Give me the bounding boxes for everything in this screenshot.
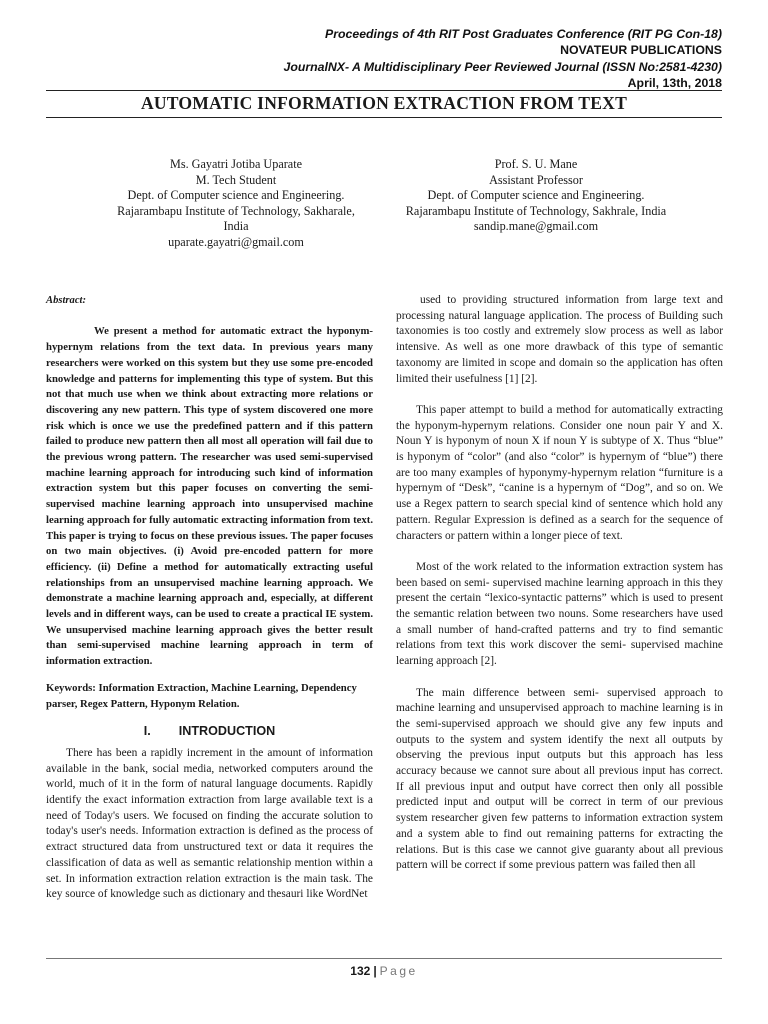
conference-header [284, 26, 723, 92]
body-paragraph: The main difference between semi- supervised approach to machine learning and unsupervised approach to machine learning is in the semi-supervised approach we should give any few inputs and outputs to the system and system identify the next all outputs by observing the previous input outputs but this approach has less accuracy because we cannot sure about all previous input has correct. If all previous input and output have correct then only all possible predicted input and output will be correct in term of our previous system researcher given few patterns to information extraction system and a system able to find out remaining patterns for extracting the relations. But is this case we cannot give guaranty about all previous pattern will be correct if some previous pattern was failed then all [396, 686, 723, 872]
abstract-text: We present a method for automatic extract the hyponym-hypernym relations from the text data. In previous years many researchers were worked on this system but they use some pre-encoded knowledge and patterns for implementing this type of system. But this not that much use when we think about extracting more relations or discovering any new pattern. This type of system discovered one more risk which is once we use the predefined pattern and if this pattern failed to produce new pattern then all most all operation will fail due to the previous wrong pattern. The researcher was used semi-supervised machine learning approach for introducing such kind of information extraction system but this paper focuses on converting the semi-supervised machine learning approach into unsupervised machine learning approach for fully automatic extracting information from text. This paper is trying to focus on these previous issues. The paper focuses on two main objectives. (i) Avoid pre-encoded pattern for more efficiency. (ii) Define a method for automatically extracting useful relationships from an unsupervised machine learning approach. We demonstrate a machine learning approach and, especially, at different levels and in different ways, can be used to create a practical IE system. We unsupervised machine learning approach gives the better result than semi-supervised machine learning approach in term of information extraction. [46, 325, 373, 668]
author-block-1 [86, 157, 386, 251]
author-email: sandip.mane@gmail.com [473, 219, 599, 234]
title-top-rule [46, 90, 722, 91]
section-heading [46, 724, 373, 740]
header-journal: JournalNX- A Multidisciplinary Peer Reviewed Journal (ISSN No:2581-4230) [283, 59, 722, 74]
keywords: Keywords: Information Extraction, Machine Learning, Dependency parser, Regex Pattern, Hyponym Relation. [46, 681, 357, 710]
page-footer [0, 964, 768, 978]
paper-title: AUTOMATIC INFORMATION EXTRACTION FROM TEXT [140, 93, 628, 113]
section-title: INTRODUCTION [178, 724, 276, 739]
body-paragraph: used to providing structured information from large text and processing natural language application. The process of Building such taxonomies is too costly and extremely slow process as well as labor intensive. As well as one more drawback of this type of semantic taxonomy are limited in scope and domain so the application has often limited their usefulness [1] [2]. [396, 294, 723, 385]
author-name: Ms. Gayatri Jotiba Uparate [170, 157, 302, 171]
author-role: M. Tech Student [195, 172, 277, 187]
author-institute: Rajarambapu Institute of Technology, Sakhrale, India [405, 203, 667, 218]
header-date: April, 13th, 2018 [627, 76, 722, 91]
intro-paragraph: There has been a rapidly increment in the amount of information available in the bank, social media, networked computers around the world, much of it in the form of natural language documents. Rapidly identify the exact information extraction from large available text is a need of Today's users. We focused on finding the accurate solution to today's user's needs. Information extraction is defined as the process of extract structured data from unstructured text or data it requires the classification of data as well as semantic relationship mention within a set. In information extraction relation extraction is the main task. The key source of knowledge such as dictionary and thesauri like WordNet [46, 746, 373, 901]
author-email: uparate.gayatri@gmail.com [168, 234, 304, 249]
footer-rule [46, 958, 722, 959]
header-publisher: NOVATEUR PUBLICATIONS [560, 43, 722, 58]
author-block-2 [386, 157, 686, 235]
author-role: Assistant Professor [489, 172, 583, 187]
page-number: 132 [350, 964, 371, 978]
body-paragraph: Most of the work related to the information extraction system has been based on semi- supervised machine learning approach in this they present the certain “lexico-syntactic patterns” which is used to present the semantic relation between two nouns. Some researchers have used a small number of hand-crafted patterns and try to find semantic relations from text this work discover the semi- supervised machine learning approach [2]. [396, 560, 723, 668]
author-department: Dept. of Computer science and Engineering. [127, 188, 345, 203]
title-bottom-rule [46, 117, 722, 118]
header-proceedings: Proceedings of 4th RIT Post Graduates Conference (RIT PG Con-18) [325, 27, 722, 41]
section-number: I. [143, 724, 151, 739]
right-column [396, 293, 723, 890]
author-department: Dept. of Computer science and Engineering. [427, 188, 645, 203]
author-institute: Rajarambapu Institute of Technology, Sakharale, [117, 203, 355, 218]
body-paragraph: This paper attempt to build a method for automatically extracting the hyponym-hypernym relations. Consider one noun pair Y and X. Noun Y is hyponym of noun X if noun Y is subtype of X. Thus “blue” is hyponym of “color” (and also “color” is hypernym of “blue”) there are too many examples of hyponymy-hypernym relation “furniture is a hypernym of “Desk”, “canine is a hypernym of “Dog”, and so on. We use a Regex pattern to search special kind of sentence which hold any pattern. Regular Expression is defined as a search for the sequence of characters or pattern within a longer piece of text. [396, 403, 723, 542]
abstract-heading: Abstract: [46, 295, 87, 306]
author-country: India [223, 219, 249, 234]
author-name: Prof. S. U. Mane [494, 157, 578, 171]
left-column [46, 293, 373, 919]
page-label: Page [379, 964, 418, 978]
footer-separator: | [373, 964, 377, 978]
